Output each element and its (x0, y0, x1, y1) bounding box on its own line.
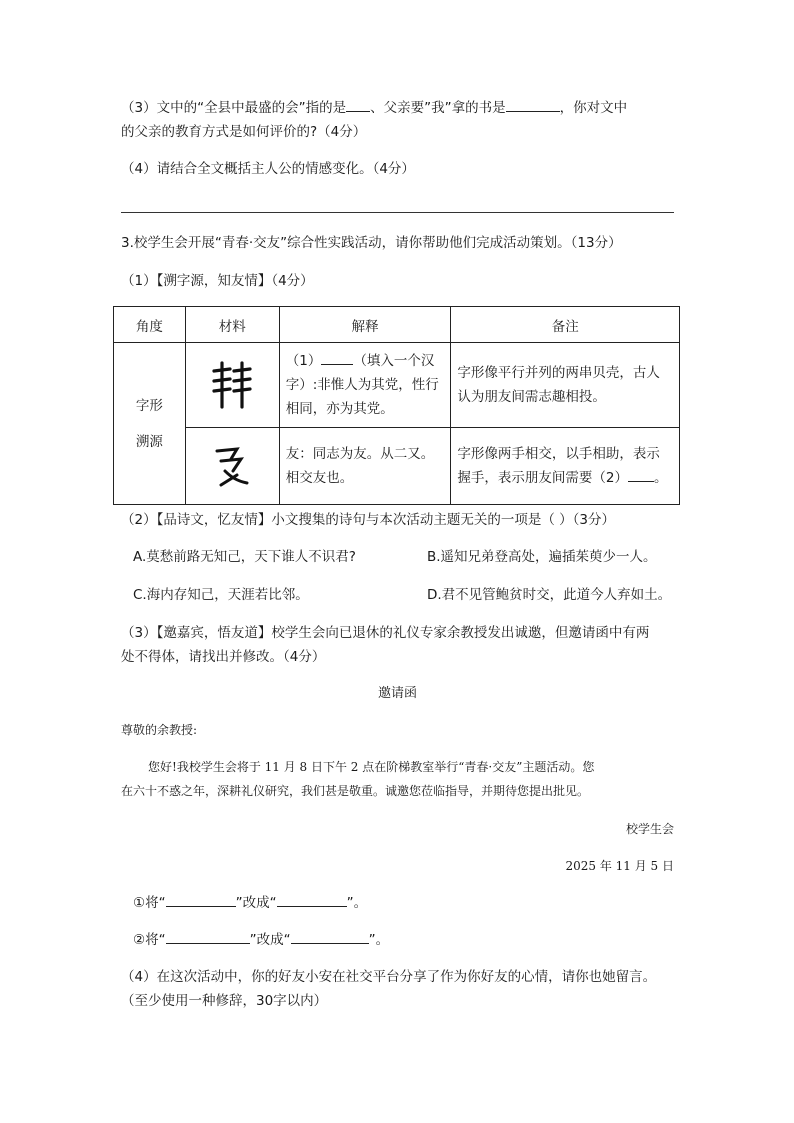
explanation-cell: （1） （填入一个汉字）:非惟人为其党，性行相同，亦为其党。 (279, 343, 451, 428)
question-3-4: （4）请结合全文概括主人公的情感变化。（4分） (121, 161, 415, 177)
answer-blank (166, 929, 250, 944)
header-note: 备注 (451, 307, 680, 343)
ancient-character-dang-image (186, 359, 279, 411)
angle-cell: 字形 溯源 (114, 343, 186, 505)
answer-blank (346, 97, 370, 112)
option-d: D.君不见管鲍贫时交，此道今人弃如土。 (427, 587, 672, 603)
question-3-title: 3.校学生会开展“青春·交友”综合性实践活动，请你帮助他们完成活动策划。（13分） (121, 235, 622, 251)
correction-item-1: ①将“ ”改成“ ”。 (133, 892, 693, 914)
answer-blank (166, 892, 236, 907)
part-1-heading: （1）【溯字源，知友情】（4分） (121, 273, 314, 289)
option-b: B.遥知兄弟登高处，遍插茱萸少一人。 (427, 549, 657, 565)
question-3-3-line2: 的父亲的教育方式是如何评价的?（4分） (121, 124, 367, 140)
ancient-character-you-image (186, 441, 279, 491)
question-3-3-line1: （3）文中的“全县中最盛的会”指的是 、父亲要”我”拿的书是 ，你对文中 (121, 97, 681, 119)
correction-item-2: ②将“ ”改成“ ”。 (133, 929, 693, 951)
part-3-line2: 处不得体，请找出并修改。（4分） (121, 649, 326, 665)
answer-blank (291, 929, 369, 944)
word-origin-table (113, 306, 680, 505)
explanation-cell: 友：同志为友。从二又。相交友也。 (279, 428, 451, 505)
table-header-row (114, 307, 680, 343)
letter-greeting: 尊敬的余教授: (121, 723, 198, 737)
option-a: A.莫愁前路无知己，天下谁人不识君? (133, 549, 356, 565)
letter-body-line1: 您好!我校学生会将于 11 月 8 日下午 2 点在阶梯教室举行“青春·交友”主题活动。您 (148, 760, 595, 774)
part-2-heading: （2）【品诗文，忆友情】小文搜集的诗句与本次活动主题无关的一项是（ ）（3分） (121, 512, 615, 528)
material-cell (185, 343, 279, 428)
part-4-line2: （至少使用一种修辞，30字以内） (121, 993, 328, 1009)
part-4-line1: （4）在这次活动中，你的好友小安在社交平台分享了作为你好友的心情，请你也她留言。 (121, 969, 657, 985)
option-c: C.海内存知己，天涯若比邻。 (133, 587, 309, 603)
header-material: 材料 (185, 307, 279, 343)
answer-blank (628, 467, 654, 482)
letter-body-line2: 在六十不惑之年，深耕礼仪研究，我们甚是敬重。诚邀您莅临指导，并期待您提出批见。 (121, 784, 590, 798)
table-row (114, 343, 680, 428)
answer-blank (277, 892, 347, 907)
letter-title: 邀请函 (377, 686, 417, 701)
answer-line (121, 212, 674, 213)
header-angle: 角度 (114, 307, 186, 343)
letter-sender: 校学生会 (625, 822, 674, 836)
answer-blank (321, 350, 353, 365)
answer-blank (506, 97, 560, 112)
table-row (114, 428, 680, 505)
material-cell (185, 428, 279, 505)
part-3-line1: （3）【邀嘉宾，悟友道】校学生会向已退休的礼仪专家余教授发出诚邀，但邀请函中有两 (121, 625, 650, 641)
note-cell: 字形像两手相交，以手相助，表示握手，表示朋友间需要（2） 。 (451, 428, 680, 505)
note-cell: 字形像平行并列的两串贝壳，古人认为朋友间需志趣相投。 (451, 343, 680, 428)
letter-date: 2025 年 11 月 5 日 (565, 859, 674, 873)
header-explanation: 解释 (279, 307, 451, 343)
